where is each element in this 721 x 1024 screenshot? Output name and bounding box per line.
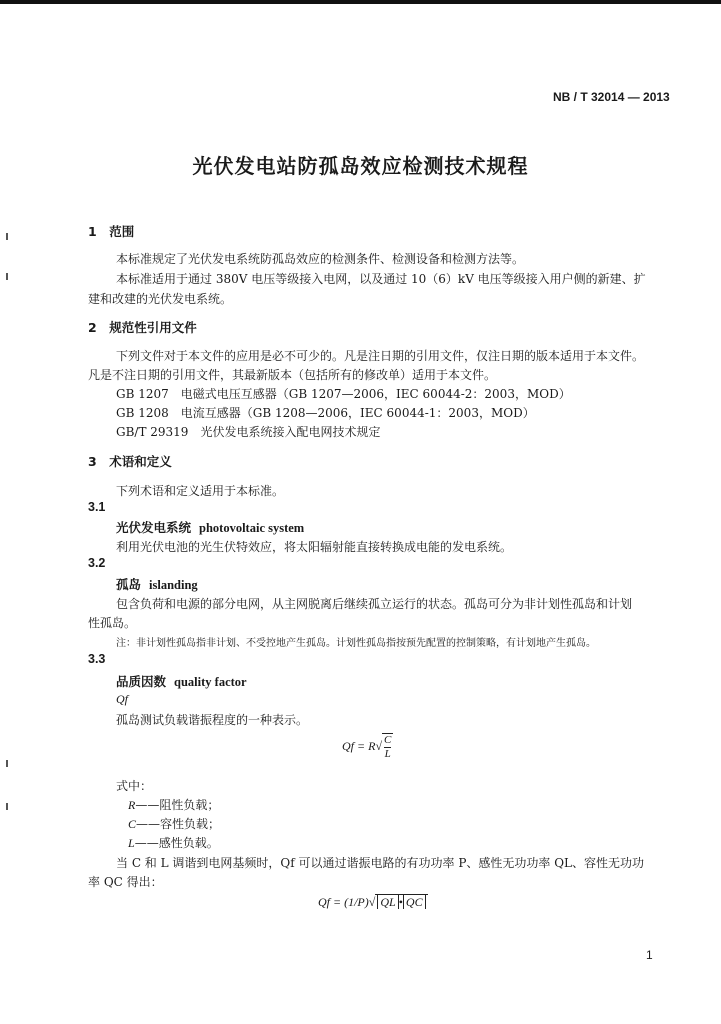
sec2-paragraph: 下列文件对于本文件的应用是必不可少的。凡是注日期的引用文件，仅注日期的版本适用于本文件。 <box>116 349 645 363</box>
sec1-paragraph: 本标准规定了光伏发电系统防孤岛效应的检测条件、检测设备和检测方法等。 <box>116 252 525 266</box>
reference-item: GB 1208 电流互感器（GB 1208—2006，IEC 60044-1：2003，MOD） <box>116 406 535 420</box>
scan-top-border <box>0 0 721 4</box>
formula-term-qc: QC <box>403 895 426 909</box>
variable-desc: ——感性负载。 <box>134 836 219 850</box>
formula-term-ql: QL <box>377 895 398 909</box>
formula-lhs: Qf = (1/P) <box>318 895 369 909</box>
term-paragraph: 率 QC 得出： <box>88 875 163 889</box>
term-cn: 品质因数 <box>116 674 167 689</box>
formula-numerator: C <box>384 734 392 746</box>
formula-denominator: L <box>384 748 391 760</box>
page-number: 1 <box>646 948 653 962</box>
sec2-paragraph: 凡是不注日期的引用文件，其最新版本（包括所有的修改单）适用于本文件。 <box>88 368 497 382</box>
section-3-heading: 3 术语和定义 <box>88 454 172 469</box>
scan-margin-mark <box>6 233 8 240</box>
variable-desc: ——阻性负载； <box>135 798 220 812</box>
sec1-paragraph: 本标准适用于通过 380V 电压等级接入电网，以及通过 10（6）kV 电压等级接入用户侧的新建、扩 <box>116 272 646 286</box>
term-number: 3.2 <box>88 556 106 570</box>
term-cn: 孤岛 <box>116 577 142 592</box>
term-definition: 性孤岛。 <box>88 616 137 630</box>
formula-radicand <box>375 894 427 909</box>
formula-fraction <box>382 733 393 761</box>
formula-quality-factor-power: Qf = (1/P)√ QL • QC <box>318 895 428 910</box>
variable-def <box>128 815 220 832</box>
section-1-heading: 1 范围 <box>88 224 135 239</box>
reference-item: GB 1207 电磁式电压互感器（GB 1207—2006，IEC 60044-2：2003，MOD） <box>116 387 571 401</box>
variable-symbol: C <box>128 817 137 831</box>
scan-margin-mark <box>6 760 8 767</box>
formula-dot: • <box>398 895 403 909</box>
scan-margin-mark <box>6 273 8 280</box>
formula-lhs: Qf = R <box>342 738 376 753</box>
term-en: islanding <box>149 578 198 592</box>
sec3-intro: 下列术语和定义适用于本标准。 <box>116 484 285 498</box>
term-definition: 包含负荷和电源的部分电网，从主网脱离后继续孤立运行的状态。孤岛可分为非计划性孤岛和计划 <box>116 597 633 611</box>
term-definition: 孤岛测试负载谐振程度的一种表示。 <box>116 713 309 727</box>
formula-quality-factor: Qf = R√ $\frac{C}{L}$ <box>342 734 392 760</box>
where-label: 式中： <box>116 779 153 793</box>
scan-margin-mark <box>6 803 8 810</box>
term-cn: 光伏发电系统 <box>116 520 192 535</box>
term-note: 注：非计划性孤岛指非计划、不受控地产生孤岛。计划性孤岛指按预先配置的控制策略，有计划地产生孤岛。 <box>116 638 596 649</box>
standard-number: NB / T 32014 — 2013 <box>553 90 670 104</box>
term-paragraph: 当 C 和 L 调谐到电网基频时，Qf 可以通过谐振电路的有功功率 P、感性无功功率 QL、容性无功功 <box>116 856 645 870</box>
term-heading <box>116 575 198 593</box>
document-title: 光伏发电站防孤岛效应检测技术规程 <box>192 154 529 178</box>
term-heading <box>116 518 304 536</box>
section-2-heading: 2 规范性引用文件 <box>88 320 197 335</box>
term-en: photovoltaic system <box>199 521 305 535</box>
reference-item: GB/T 29319 光伏发电系统接入配电网技术规定 <box>116 425 381 439</box>
sec1-paragraph: 建和改建的光伏发电系统。 <box>88 292 233 306</box>
variable-symbol: R <box>128 798 136 812</box>
variable-desc: ——容性负载； <box>136 817 221 831</box>
variable-def <box>128 834 219 851</box>
term-number: 3.1 <box>88 500 106 514</box>
term-en: quality factor <box>174 675 247 689</box>
term-number: 3.3 <box>88 652 106 666</box>
variable-def <box>128 796 219 813</box>
term-heading <box>116 672 247 690</box>
term-symbol: Qf <box>116 692 128 706</box>
variable-symbol: L <box>128 836 135 850</box>
term-definition: 利用光伏电池的光生伏特效应，将太阳辐射能直接转换成电能的发电系统。 <box>116 540 513 554</box>
